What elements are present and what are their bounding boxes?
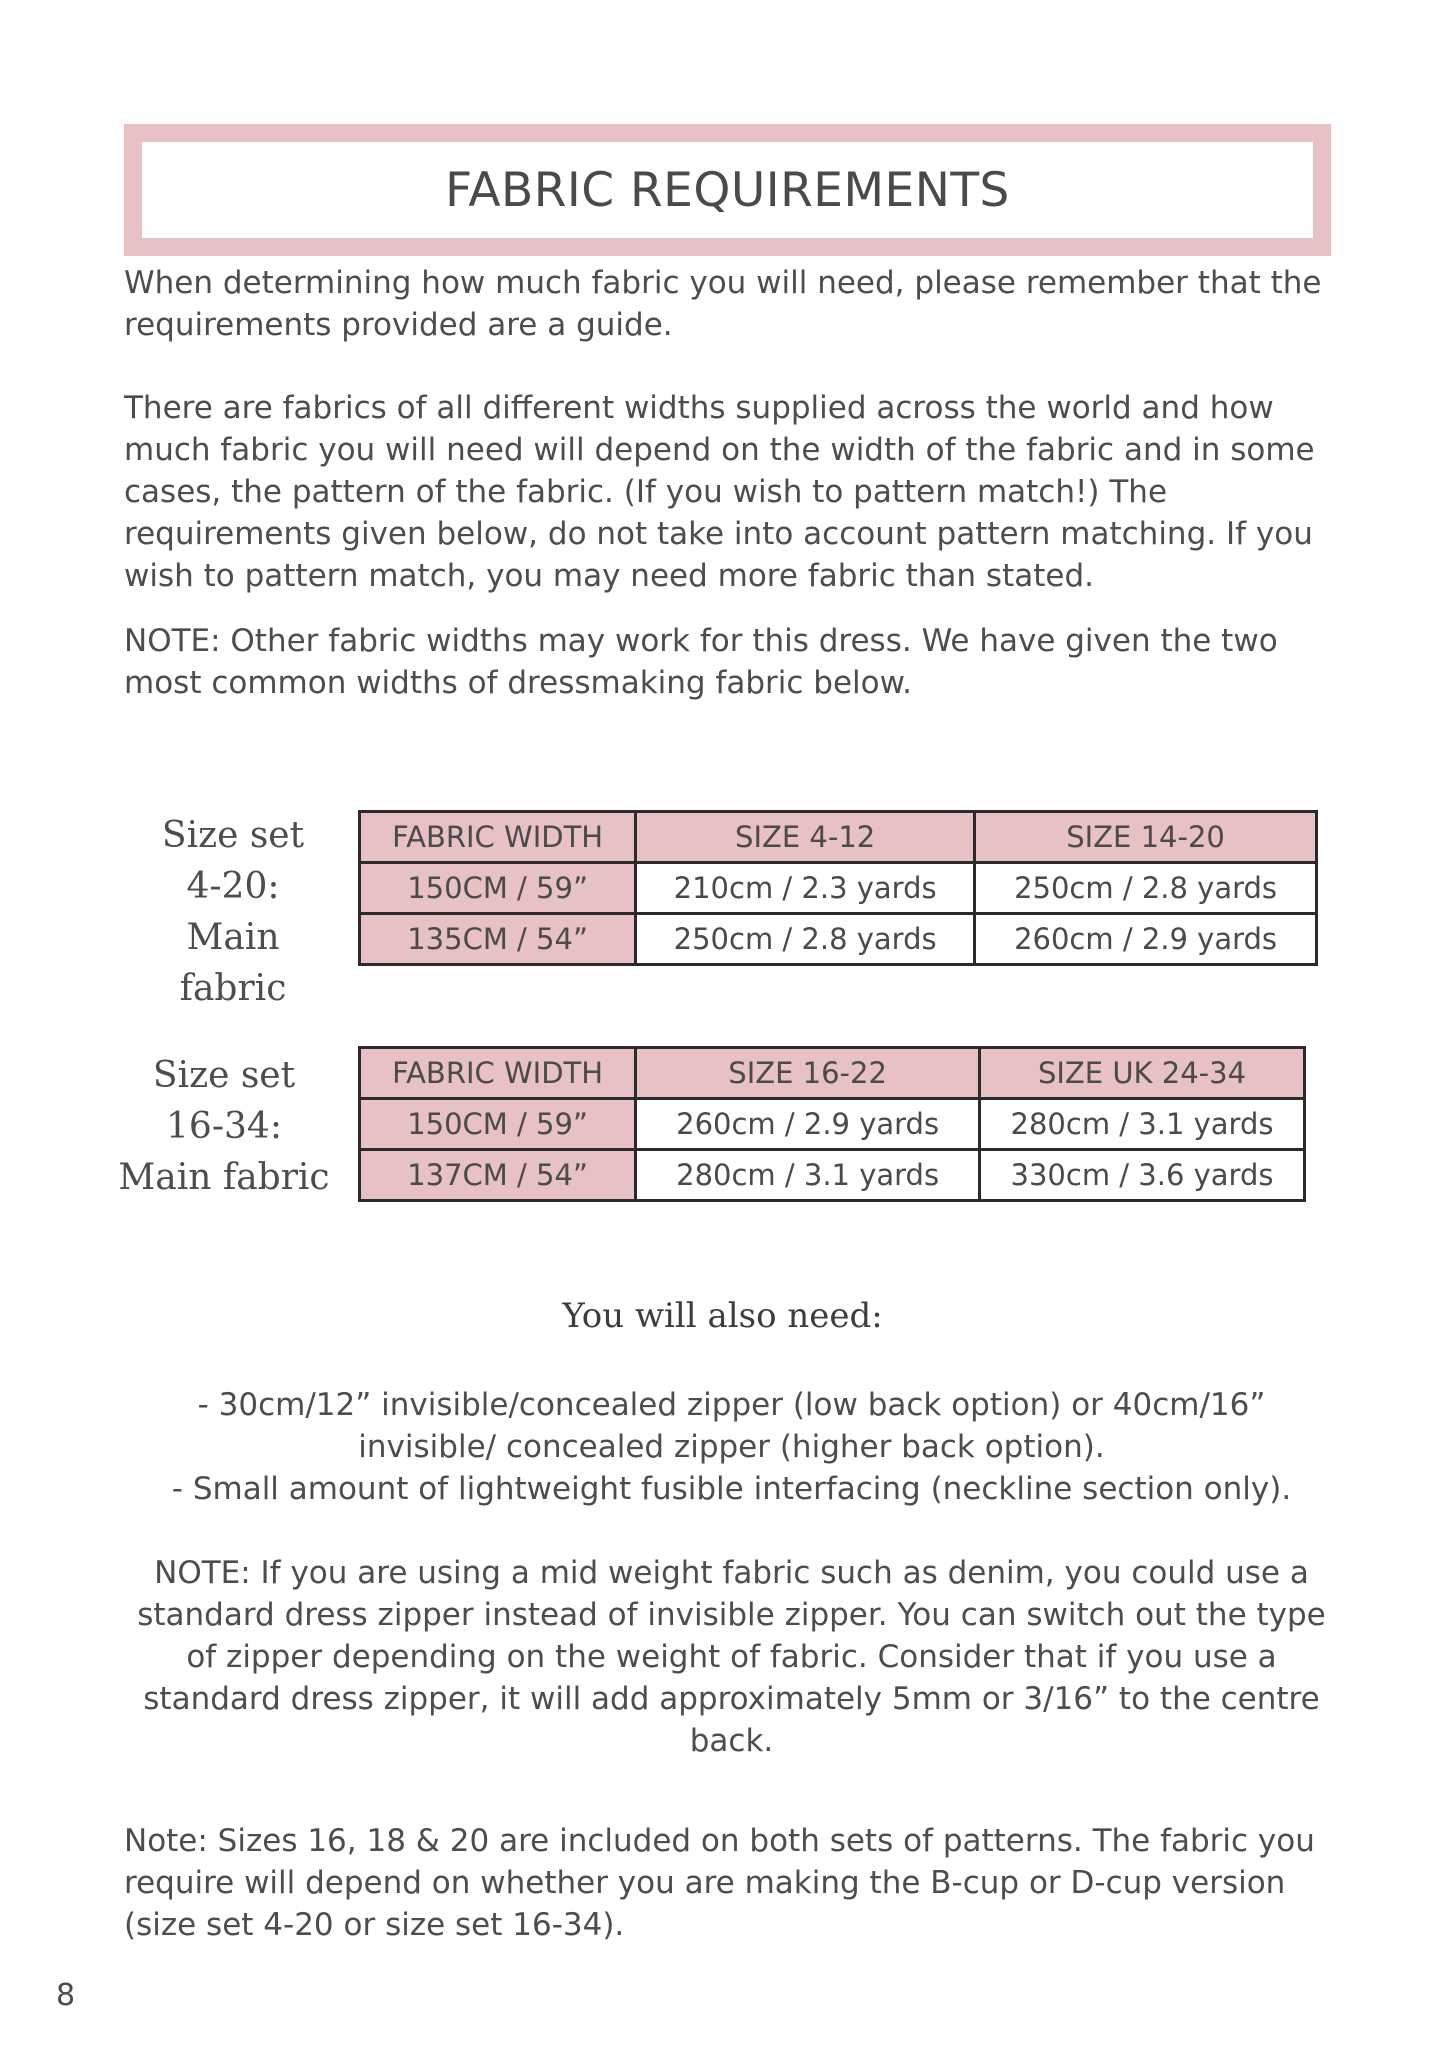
size-set-label-line: Main fabric	[118, 1157, 330, 1198]
table-cell: 250cm / 2.8 yards	[975, 863, 1317, 914]
table-cell: 330cm / 3.6 yards	[980, 1150, 1305, 1201]
table-row	[360, 863, 1317, 914]
also-need-heading: You will also need:	[562, 1296, 883, 1336]
size-set-label-line: Size set	[161, 815, 305, 856]
page-title: FABRIC REQUIREMENTS	[445, 162, 1010, 218]
page-number: 8	[56, 1978, 76, 2013]
table-cell: 260cm / 2.9 yards	[636, 1099, 980, 1150]
intro-paragraph-2: There are fabrics of all different widths supplied across the world and how much fabric you will need will depend on the width of the fabric and in some cases, the pattern of the fabric. (If you wish to pattern match!) The requirements given below, do not take into account pattern matching. If you wish to pattern match, you may need more fabric than stated.	[124, 390, 1315, 594]
table-row	[360, 1099, 1305, 1150]
header-cell: SIZE 14-20	[975, 812, 1317, 863]
zipper-note: NOTE: If you are using a mid weight fabric such as denim, you could use a standard dress zipper instead of invisible zipper. You can switch out the type of zipper depending on the weight of fabric. Consider that if you use a standard dress zipper, it will add approximately 5mm or 3/16” to the centre back.	[137, 1555, 1326, 1759]
table-header-row	[360, 1048, 1305, 1099]
size-set-label-16-34	[118, 1050, 330, 1203]
table-row	[360, 1150, 1305, 1201]
header-cell: FABRIC WIDTH	[360, 1048, 636, 1099]
table-cell: 260cm / 2.9 yards	[975, 914, 1317, 965]
table-header-row	[360, 812, 1317, 863]
table-cell: 250cm / 2.8 yards	[636, 914, 975, 965]
sizes-note: Note: Sizes 16, 18 & 20 are included on both sets of patterns. The fabric you require will depend on whether you are making the B-cup or D-cup version (size set 4-20 or size set 16-34).	[124, 1823, 1315, 1943]
title-frame	[124, 124, 1331, 256]
header-cell: FABRIC WIDTH	[360, 812, 636, 863]
size-set-label-line: 4-20:	[186, 866, 280, 907]
size-set-label-4-20	[128, 810, 338, 1014]
title-inner	[142, 142, 1313, 238]
width-cell: 150CM / 59”	[360, 863, 636, 914]
intro-paragraph-1: When determining how much fabric you will need, please remember that the requirements provided are a guide.	[124, 265, 1322, 343]
header-cell: SIZE 16-22	[636, 1048, 980, 1099]
header-cell: SIZE 4-12	[636, 812, 975, 863]
width-cell: 137CM / 54”	[360, 1150, 636, 1201]
size-set-label-line: Size set	[152, 1055, 296, 1096]
header-cell: SIZE UK 24-34	[980, 1048, 1305, 1099]
size-set-label-line: 16-34:	[166, 1106, 282, 1147]
table-cell: 280cm / 3.1 yards	[980, 1099, 1305, 1150]
table-cell: 280cm / 3.1 yards	[636, 1150, 980, 1201]
table-row	[360, 914, 1317, 965]
width-cell: 135CM / 54”	[360, 914, 636, 965]
size-set-label-line: Main fabric	[179, 917, 287, 1009]
width-cell: 150CM / 59”	[360, 1099, 636, 1150]
also-need-item-zipper: - 30cm/12” invisible/concealed zipper (low back option) or 40cm/16” invisible/ concealed zipper (higher back option).	[197, 1387, 1266, 1465]
intro-note: NOTE: Other fabric widths may work for this dress. We have given the two most common widths of dressmaking fabric below.	[124, 623, 1278, 701]
table-cell: 210cm / 2.3 yards	[636, 863, 975, 914]
fabric-table-4-20	[358, 810, 1318, 966]
also-need-item-interfacing: - Small amount of lightweight fusible interfacing (neckline section only).	[171, 1471, 1292, 1507]
fabric-table-16-34	[358, 1046, 1306, 1202]
